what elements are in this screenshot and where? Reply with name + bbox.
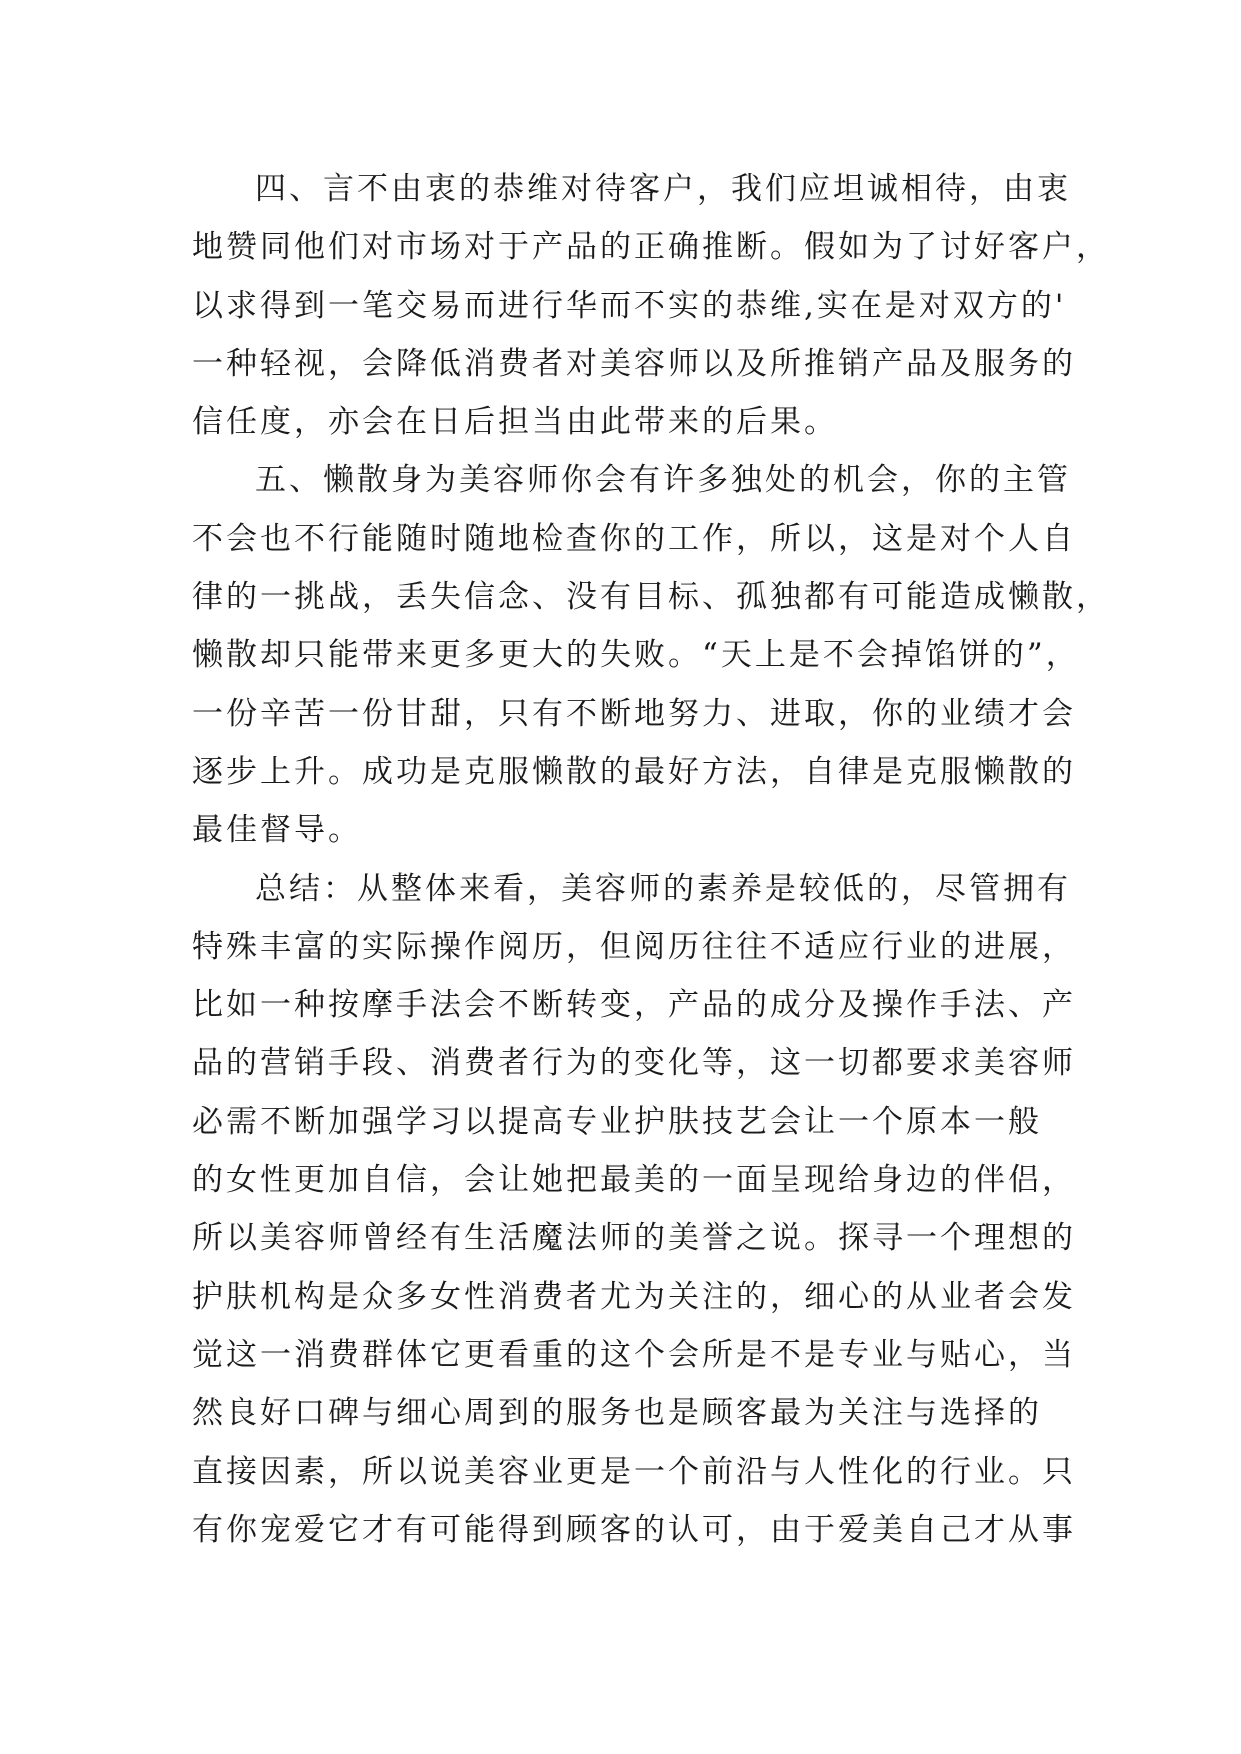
text-line: 四、言不由衷的恭维对待客户，我们应坦诚相待，由衷 [255, 171, 1071, 207]
text-line: 律的一挑战，丢失信念、没有目标、孤独都有可能造成懒散， [192, 579, 1110, 616]
text-line: 品的营销手段、消费者行为的变化等，这一切都要求美容师 [192, 1045, 1076, 1082]
text-line: 觉这一消费群体它更看重的这个会所是不是专业与贴心，当 [192, 1336, 1076, 1373]
text-line: 比如一种按摩手法会不断转变，产品的成分及操作手法、产 [192, 987, 1076, 1024]
text-line: 五、懒散身为美容师你会有许多独处的机会，你的主管 [255, 462, 1071, 499]
text-line: 逐步上升。成功是克服懒散的最好方法，自律是克服懒散的 [192, 753, 1076, 790]
text-line: 一种轻视，会降低消费者对美容师以及所推销产品及服务的 [192, 345, 1076, 382]
text-line: 以求得到一笔交易而进行华而不实的恭维,实在是对双方的' [192, 287, 1067, 324]
text-line: 懒散却只能带来更多更大的失败。“天上是不会掉馅饼的”， [192, 637, 1080, 674]
text-line: 信任度，亦会在日后担当由此带来的后果。 [192, 404, 838, 441]
text-line: 总结：从整体来看，美容师的素养是较低的，尽管拥有 [255, 870, 1071, 907]
text-line: 必需不断加强学习以提高专业护肤技艺会让一个原本一般 [192, 1103, 1042, 1140]
text-line: 护肤机构是众多女性消费者尤为关注的，细心的从业者会发 [192, 1278, 1076, 1315]
text-line: 有你宠爱它才有可能得到顾客的认可，由于爱美自己才从事 [192, 1511, 1076, 1548]
text-line: 直接因素，所以说美容业更是一个前沿与人性化的行业。只 [192, 1453, 1076, 1490]
document-body [192, 160, 1110, 1559]
text-line: 最佳督导。 [192, 812, 362, 849]
text-line: 地赞同他们对市场对于产品的正确推断。假如为了讨好客户， [192, 229, 1110, 266]
text-line: 然良好口碑与细心周到的服务也是顾客最为关注与选择的 [192, 1395, 1042, 1432]
text-line: 不会也不行能随时随地检查你的工作，所以，这是对个人自 [192, 520, 1076, 557]
text-line: 特殊丰富的实际操作阅历，但阅历往往不适应行业的进展， [192, 928, 1076, 965]
text-line: 的女性更加自信，会让她把最美的一面呈现给身边的伴侣， [192, 1162, 1076, 1199]
text-line: 一份辛苦一份甘甜，只有不断地努力、进取，你的业绩才会 [192, 695, 1076, 732]
text-line: 所以美容师曾经有生活魔法师的美誉之说。探寻一个理想的 [192, 1220, 1076, 1257]
